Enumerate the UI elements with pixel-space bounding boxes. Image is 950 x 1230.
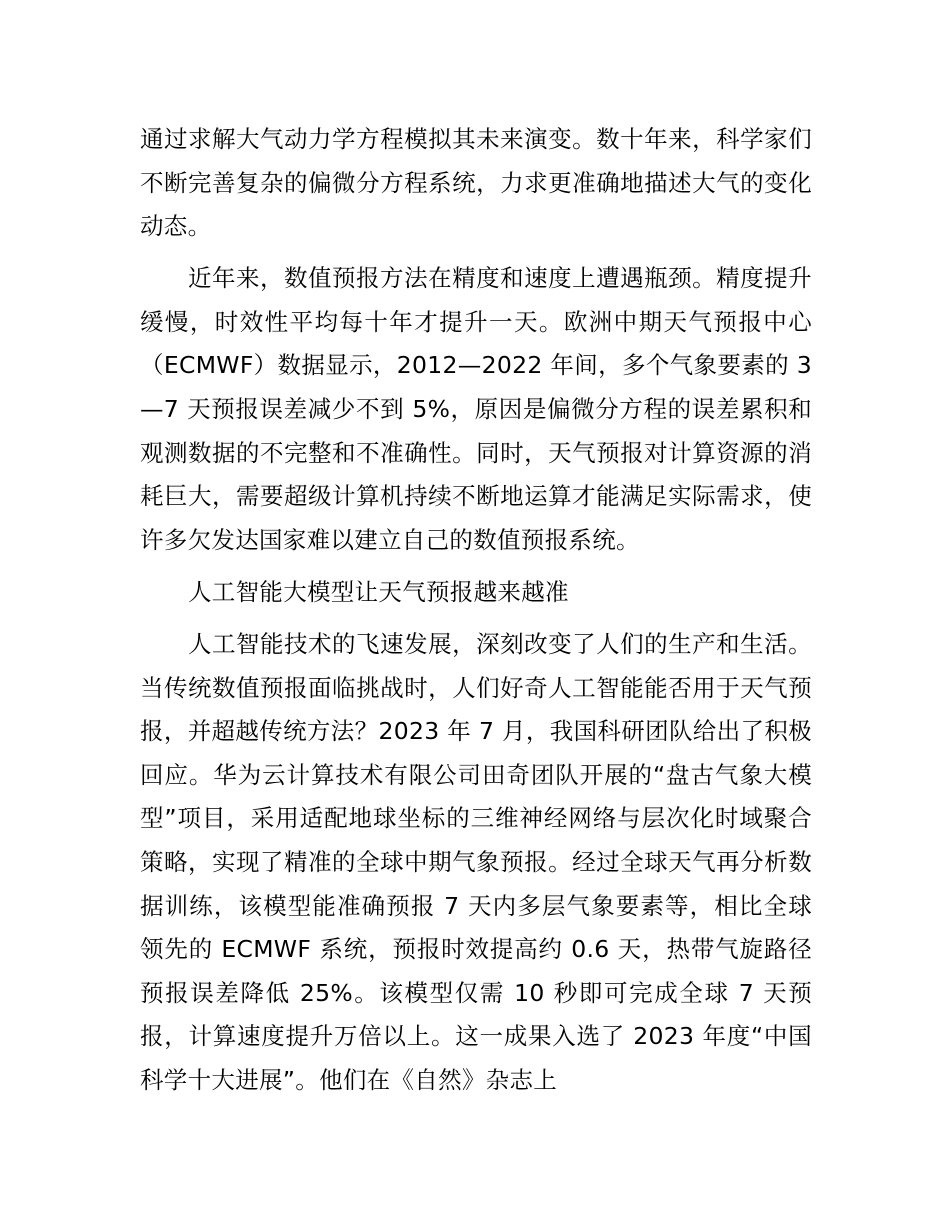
paragraph-bottleneck: 近年来，数值预报方法在精度和速度上遭遇瓶颈。精度提升缓慢，时效性平均每十年才提升一天。欧洲中期天气预报中心（ECMWF）数据显示，2012—2022 年间，多个气象要素的 3—7 天预报误差减少不到 5%，原因是偏微分方程的误差累积和观测数据的不完整和不准确性。同时，天气预报对计算资源的消耗巨大，需要超级计算机持续不断地运算才能满足实际需求，使许多欠发达国家难以建立自己的数值预报系统。 xyxy=(140,264,812,554)
section-heading: 人工智能大模型让天气预报越来越准 xyxy=(188,577,569,606)
paragraph-ai-model: 人工智能技术的飞速发展，深刻改变了人们的生产和生活。当传统数值预报面临挑战时，人们好奇人工智能能否用于天气预报，并超越传统方法？2023 年 7 月，我国科研团队给出了积极回应。华为云计算技术有限公司田奇团队开展的“盘古气象大模型”项目，采用适配地球坐标的三维神经网络与层次化时域聚合策略，实现了精准的全球中期气象预报。经过全球天气再分析数据训练，该模型能准确预报 7 天内多层气象要素等，相比全球领先的 ECMWF 系统，预报时效提高约 0.6 天，热带气旋路径预报误差降低 25%。该模型仅需 10 秒即可完成全球 7 天预报，计算速度提升万倍以上。这一成果入选了 2023 年度“中国科学十大进展”。他们在《自然》杂志上 xyxy=(140,630,812,1094)
paragraph-intro: 通过求解大气动力学方程模拟其未来演变。数十年来，科学家们不断完善复杂的偏微分方程系统，力求更准确地描述大气的变化动态。 xyxy=(140,125,812,241)
article-body xyxy=(140,118,812,1111)
